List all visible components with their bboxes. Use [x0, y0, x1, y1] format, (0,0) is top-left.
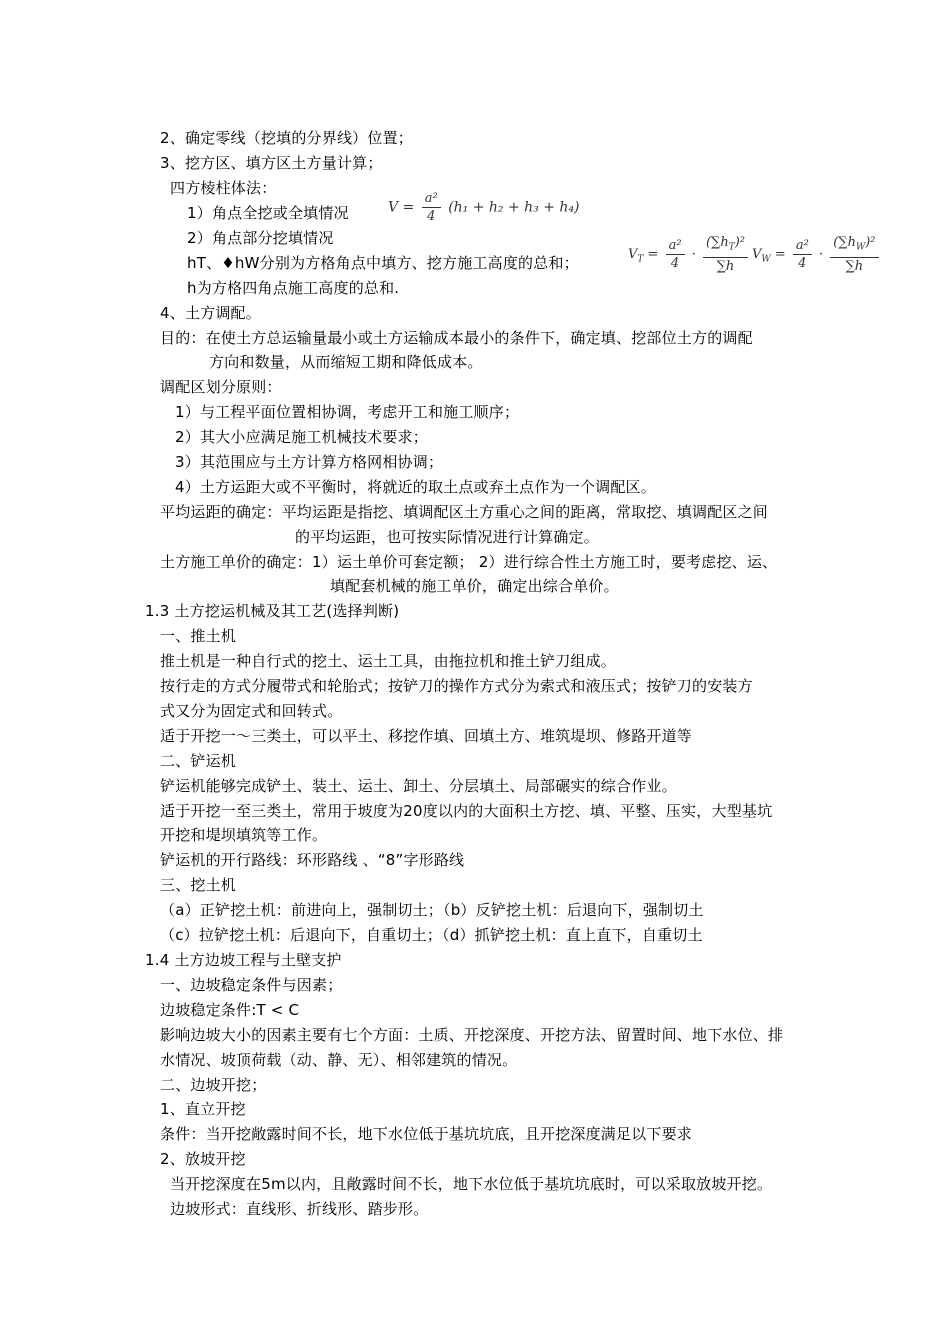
- formula-denominator: 4: [798, 255, 807, 271]
- formula-fraction: [422, 190, 441, 225]
- text-line: 的平均运距，也可按实际情况进行计算确定。: [295, 528, 600, 546]
- text-line: 铲运机能够完成铲土、装土、运土、卸土、分层填土、局部碾实的综合作业。: [160, 777, 677, 795]
- text-line: 2、确定零线（挖填的分界线）位置；: [160, 129, 413, 147]
- formula-numerator: a²: [666, 237, 685, 255]
- text-line: 按行走的方式分履带式和轮胎式；按铲刀的操作方式分为索式和液压式；按铲刀的安装方: [160, 677, 753, 695]
- cut-volume-formula: [752, 234, 882, 275]
- text-line: 填配套机械的施工单价，确定出综合单价。: [330, 577, 619, 595]
- text-line: 四方棱柱体法：: [170, 179, 277, 197]
- formula-dot: ·: [818, 246, 824, 262]
- formula-sum-fraction: [830, 234, 878, 275]
- text-line: 边坡形式：直线形、折线形、踏步形。: [170, 1200, 429, 1218]
- text-line: 式又分为固定式和回转式。: [160, 702, 343, 720]
- text-line: 2）其大小应满足施工机械技术要求；: [175, 428, 428, 446]
- formula-equals: =: [402, 199, 419, 216]
- formula-numerator: a²: [793, 237, 812, 255]
- text-line: （c）拉铲挖土机：后退向下，自重切土；（d）抓铲挖土机：直上直下，自重切土: [160, 926, 703, 944]
- text-line: 3）其范围应与土方计算方格网相协调；: [175, 453, 444, 471]
- text-line: 三、挖土机: [160, 876, 237, 894]
- section-heading: 1.3 土方挖运机械及其工艺(选择判断): [145, 602, 400, 620]
- formula-sum-denominator: ∑h: [716, 258, 735, 274]
- text-line: 推土机是一种自行式的挖土、运土工具，由拖拉机和推土铲刀组成。: [160, 652, 617, 670]
- formula-dot: ·: [691, 246, 696, 262]
- fill-volume-formula: [628, 234, 751, 275]
- section-heading: 1.4 土方边坡工程与土壁支护: [145, 951, 342, 969]
- text-line: 条件：当开挖敞露时间不长，地下水位低于基坑坑底，且开挖深度满足以下要求: [160, 1125, 693, 1143]
- text-line: 目的：在使土方总运输量最小或土方运输成本最小的条件下，确定填、挖部位土方的调配: [160, 329, 753, 347]
- text-line: 适于开挖一至三类土，常用于坡度为20度以内的大面积土方挖、填、平整、压实，大型基坑: [160, 802, 773, 820]
- formula-lhs: $V_T$: [628, 246, 644, 265]
- text-line: 当开挖深度在5m以内，且敞露时间不长，地下水位低于基坑坑底时，可以采取放坡开挖。: [170, 1175, 773, 1193]
- text-line: 二、边坡开挖；: [160, 1076, 267, 1094]
- text-line: 4）土方运距大或不平衡时，将就近的取土点或弃土点作为一个调配区。: [175, 478, 656, 496]
- volume-formula: [388, 190, 580, 225]
- text-line: 调配区划分原则：: [160, 378, 282, 396]
- formula-denominator: 4: [427, 209, 436, 224]
- formula-equals: =: [647, 246, 663, 262]
- text-line: 1、直立开挖: [160, 1100, 246, 1118]
- formula-fraction: [666, 237, 685, 272]
- text-line: 2、放坡开挖: [160, 1150, 246, 1168]
- text-line: 平均运距的确定：平均运距是指挖、填调配区土方重心之间的距离，常取挖、填调配区之间: [160, 503, 769, 521]
- formula-sum-numerator: $(\sum h_T)^2$: [703, 234, 748, 258]
- text-line: 二、铲运机: [160, 752, 237, 770]
- text-line: 一、推土机: [160, 627, 237, 645]
- formula-sum-fraction: [703, 234, 748, 275]
- text-line: 适于开挖一～三类土，可以平土、移挖作填、回填土方、堆筑堤坝、修路开道等: [160, 727, 693, 745]
- text-line: 开挖和堤坝填筑等工作。: [160, 826, 328, 844]
- formula-fraction: [793, 237, 812, 272]
- text-line: h为方格四角点施工高度的总和.: [187, 279, 400, 297]
- text-line: 1）与工程平面位置相协调，考虑开工和施工顺序；: [175, 403, 520, 421]
- text-line: 土方施工单价的确定：1）运土单价可套定额； 2）进行综合性土方施工时，要考虑挖、运、: [160, 553, 778, 571]
- text-line: 影响边坡大小的因素主要有七个方面：土质、开挖深度、开挖方法、留置时间、地下水位、排: [160, 1026, 784, 1044]
- text-line: （a）正铲挖土机：前进向上，强制切土；（b）反铲挖土机：后退向下，强制切土: [160, 901, 704, 919]
- text-line: 方向和数量，从而缩短工期和降低成本。: [209, 353, 483, 371]
- formula-sum-denominator: ∑h: [845, 258, 864, 274]
- formula-equals: =: [774, 246, 790, 262]
- text-line: 2）角点部分挖填情况: [187, 229, 334, 247]
- text-line: 水情况、坡顶荷载（动、静、无）、相邻建筑的情况。: [160, 1051, 518, 1069]
- text-line: hT、♦hW分别为方格角点中填方、挖方施工高度的总和；: [187, 254, 579, 272]
- formula-rhs: (h₁ + h₂ + h₃ + h₄): [448, 199, 580, 216]
- text-line: 边坡稳定条件:T < C: [160, 1001, 300, 1019]
- text-line: 3、挖方区、填方区土方量计算；: [160, 154, 383, 172]
- text-line: 1）角点全挖或全填情况: [187, 204, 349, 222]
- text-line: 一、边坡稳定条件与因素；: [160, 976, 343, 994]
- formula-lhs: V: [388, 199, 399, 216]
- formula-numerator: a²: [422, 190, 441, 208]
- formula-denominator: 4: [670, 255, 680, 271]
- text-line: 4、土方调配。: [160, 304, 261, 322]
- text-line: 铲运机的开行路线：环形路线 、“8”字形路线: [160, 851, 465, 869]
- formula-lhs: $V_W$: [752, 246, 771, 265]
- formula-sum-numerator: $(\sum h_W)^2$: [830, 234, 878, 258]
